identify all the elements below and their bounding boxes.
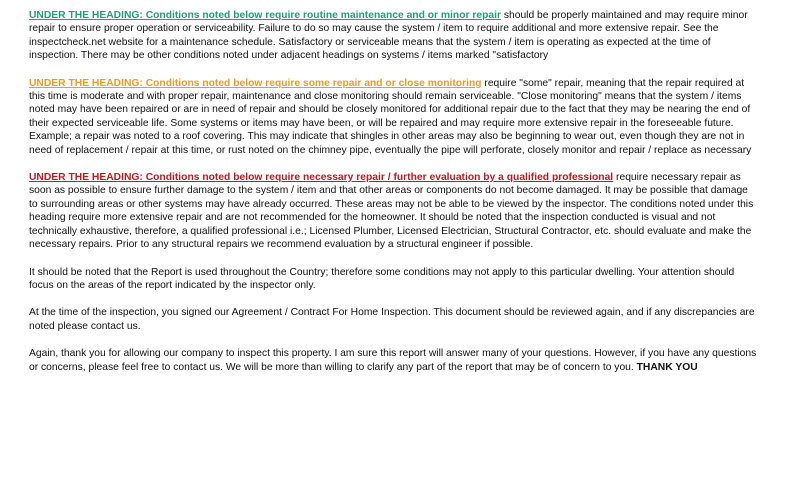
- maintenance-paragraph: [29, 9, 757, 63]
- thank-you-text: THANK YOU: [636, 361, 698, 373]
- maintenance-text: should be properly maintained and may require minor repair to ensure proper operation or serviceability. Failure to do so may cause the system / item to require additional and more extensive repair. See the inspectcheck.net website for a maintenance schedule. Satisfactory or serviceable means that the system / item is operating as expected at the time of inspection. There may be other conditions noted under adjacent headings on systems / items marked "satisfactory: [29, 10, 748, 62]
- closing-paragraph: [29, 347, 757, 374]
- monitoring-heading: UNDER THE HEADING: Conditions noted below require some repair and or close monitoring: [29, 77, 482, 89]
- country-note-text: It should be noted that the Report is used throughout the Country; therefore some conditions may not apply to this particular dwelling. Your attention should focus on the areas of the report indicated by the inspector only.: [29, 266, 735, 291]
- maintenance-heading: UNDER THE HEADING: Conditions noted below require routine maintenance and or minor repair: [29, 10, 501, 21]
- report-document: [29, 9, 757, 388]
- necessary-repair-heading: UNDER THE HEADING: Conditions noted below require necessary repair / further evaluation by a qualified professional: [29, 172, 614, 184]
- monitoring-paragraph: [29, 77, 757, 157]
- monitoring-text: require "some" repair, meaning that the repair required at this time is moderate and with proper repair, maintenance and close monitoring should remain serviceable. "Close monitoring" means that the system / items noted may have been repaired or are in need of repair and should be closely monitored for additional repair due to the fact that they may be nearing the end of their expected serviceable life. Some systems or items may have been, or will be repaired and may require more extensive repair in the foreseeable future. Example; a repair was noted to a roof covering. This may indicate that shingles in other areas may also be beginning to wear out, even though they are not in need of replacement / repair at this time, or rust noted on the chimney pipe, eventually the pipe will perforate, closely monitor and repair / replace as necessary: [29, 77, 752, 156]
- agreement-paragraph: [29, 306, 757, 333]
- necessary-repair-paragraph: [29, 171, 757, 251]
- country-note-paragraph: [29, 266, 757, 293]
- necessary-repair-text: require necessary repair as soon as possible to ensure further damage to the system / item and that other areas or components do not become damaged. It may be possible that damage to surrounding areas or other systems may have already occurred. These areas may not be able to be viewed by the inspector. The conditions noted under this heading require more extensive repair and are not recommended for the homeowner. It should be noted that the inspection conducted is visual and not technically exhaustive, therefore, a qualified professional i.e.; Licensed Plumber, Licensed Electrician, Structural Contractor, etc. should evaluate and make the necessary repairs. Prior to any structural repairs we recommend evaluation by a structural engineer if possible.: [29, 172, 754, 251]
- agreement-text: At the time of the inspection, you signed our Agreement / Contract For Home Inspection. This document should be reviewed again, and if any discrepancies are noted please contact us.: [29, 307, 755, 332]
- closing-text: Again, thank you for allowing our company to inspect this property. I am sure this report will answer many of your questions. However, if you have any questions or concerns, please feel free to contact us. We will be more than willing to clarify any part of the report that may be of concern to you.: [29, 348, 757, 373]
